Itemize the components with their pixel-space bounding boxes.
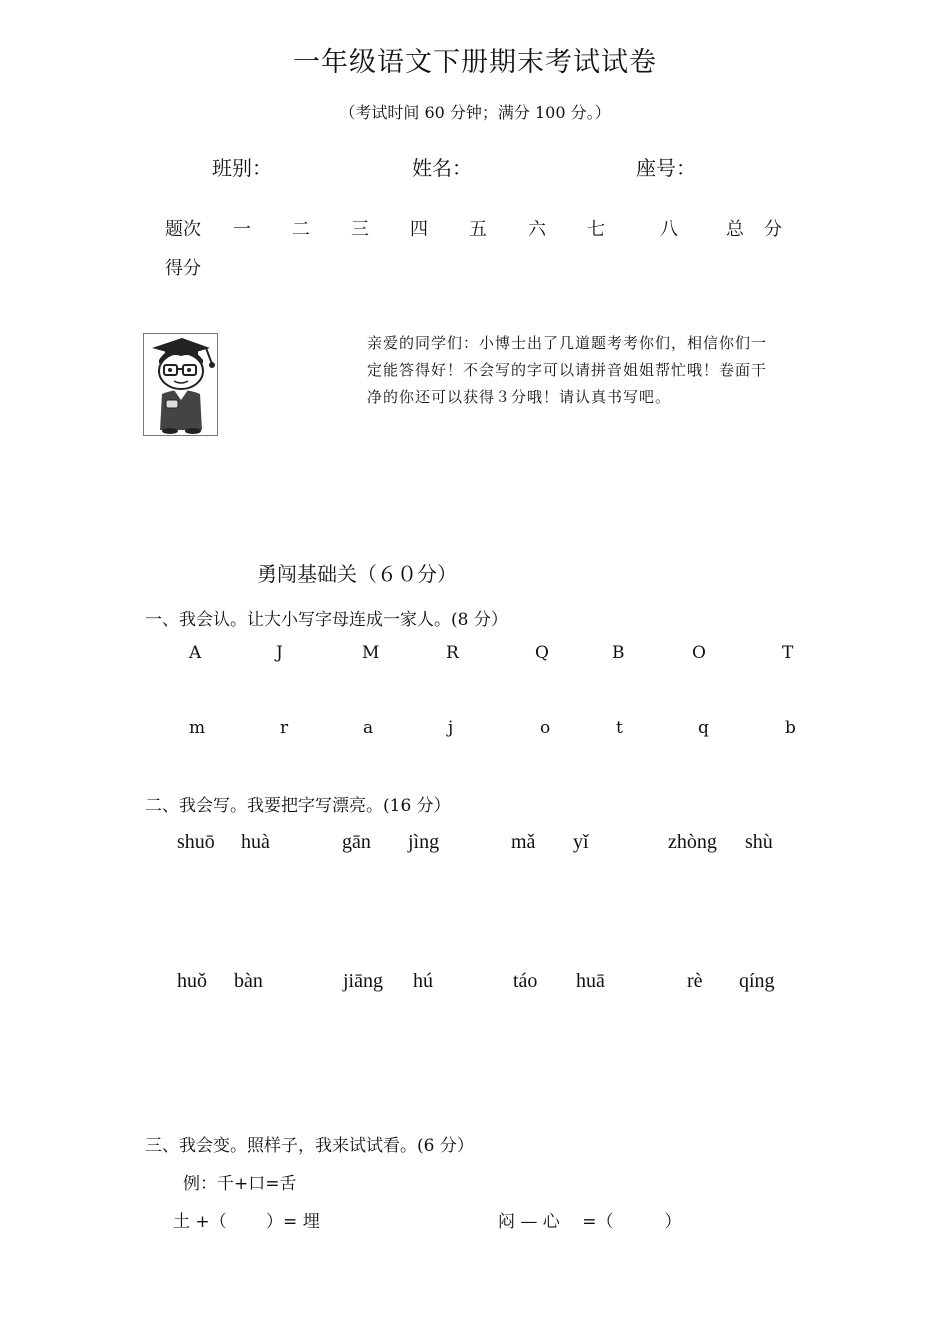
- score-header-7: 七: [587, 219, 605, 240]
- lowercase-letters-row: [0, 718, 950, 742]
- graduate-boy-icon: [144, 334, 217, 435]
- score-header-8: 八: [660, 219, 678, 240]
- uppercase-letter: R: [446, 643, 459, 663]
- lowercase-letter: r: [280, 718, 289, 738]
- score-row-label: 得分: [165, 258, 201, 279]
- score-header-2: 二: [292, 219, 310, 240]
- score-header-5: 五: [469, 219, 487, 240]
- question-3-example: 例：千+口=舌: [183, 1174, 297, 1194]
- lowercase-letter: b: [785, 718, 796, 738]
- section-basic-title: 勇闯基础关（６０分）: [257, 562, 457, 586]
- uppercase-letter: O: [692, 643, 706, 663]
- pinyin-syllable: huǒ: [177, 970, 207, 992]
- pinyin-syllable: gān: [342, 831, 371, 853]
- pinyin-syllable: shuō: [177, 831, 215, 853]
- uppercase-letter: J: [276, 643, 283, 663]
- pinyin-syllable: huà: [241, 831, 270, 853]
- uppercase-letter: B: [612, 643, 625, 663]
- question-2-title: 二、我会写。我要把字写漂亮。(16 分）: [145, 796, 451, 816]
- pinyin-syllable: rè: [687, 970, 703, 992]
- uppercase-letter: T: [782, 643, 794, 663]
- question-3-title: 三、我会变。照样子，我来试试看。(6 分）: [145, 1136, 474, 1156]
- seat-field-label: 座号：: [636, 156, 696, 180]
- score-table-header: [0, 215, 950, 245]
- uppercase-letters-row: [0, 643, 950, 667]
- uppercase-letter: Q: [535, 643, 549, 663]
- pinyin-syllable: jiāng: [343, 970, 383, 992]
- pinyin-syllable: táo: [513, 970, 538, 992]
- question-3-item-2: 闷 — 心 =（ ）: [498, 1212, 682, 1232]
- lowercase-letter: q: [698, 718, 709, 738]
- pinyin-syllable: shù: [745, 831, 773, 853]
- exam-subtitle: （考试时间 60 分钟；满分 100 分。）: [339, 103, 611, 122]
- pinyin-syllable: huā: [576, 970, 605, 992]
- lowercase-letter: t: [616, 718, 623, 738]
- score-header-total-1: 总: [726, 219, 744, 240]
- pinyin-row-2: [0, 970, 950, 998]
- pinyin-syllable: yǐ: [573, 831, 589, 853]
- score-header-4: 四: [410, 219, 428, 240]
- score-header-3: 三: [351, 219, 369, 240]
- greeting-text: 亲爱的同学们：小博士出了几道题考考你们，相信你们一定能答得好！不会写的字可以请拼音姐姐帮忙哦！卷面干净的你还可以获得３分哦！请认真书写吧。: [367, 334, 768, 406]
- lowercase-letter: m: [189, 718, 206, 738]
- page-title: 一年级语文下册期末考试试卷: [293, 47, 657, 78]
- name-field-label: 姓名：: [412, 156, 472, 180]
- pinyin-row-1: [0, 831, 950, 859]
- pinyin-syllable: qíng: [739, 970, 775, 992]
- pinyin-syllable: jìng: [408, 831, 440, 853]
- question-1-title: 一、我会认。让大小写字母连成一家人。(8 分）: [145, 610, 508, 630]
- uppercase-letter: A: [189, 643, 202, 663]
- pinyin-syllable: mǎ: [511, 831, 536, 853]
- score-header-total-2: 分: [764, 219, 782, 240]
- score-header-1: 一: [233, 219, 251, 240]
- lowercase-letter: a: [363, 718, 374, 738]
- lowercase-letter: o: [540, 718, 551, 738]
- doctor-cartoon-image: [143, 333, 218, 436]
- score-header-label: 题次: [165, 219, 201, 240]
- lowercase-letter: j: [448, 718, 454, 738]
- question-3-item-1: 土 +（ ）= 埋: [173, 1212, 320, 1232]
- pinyin-syllable: bàn: [234, 970, 263, 992]
- score-header-6: 六: [528, 219, 546, 240]
- pinyin-syllable: hú: [413, 970, 433, 992]
- class-field-label: 班别：: [212, 156, 272, 180]
- pinyin-syllable: zhòng: [668, 831, 717, 853]
- uppercase-letter: M: [362, 643, 380, 663]
